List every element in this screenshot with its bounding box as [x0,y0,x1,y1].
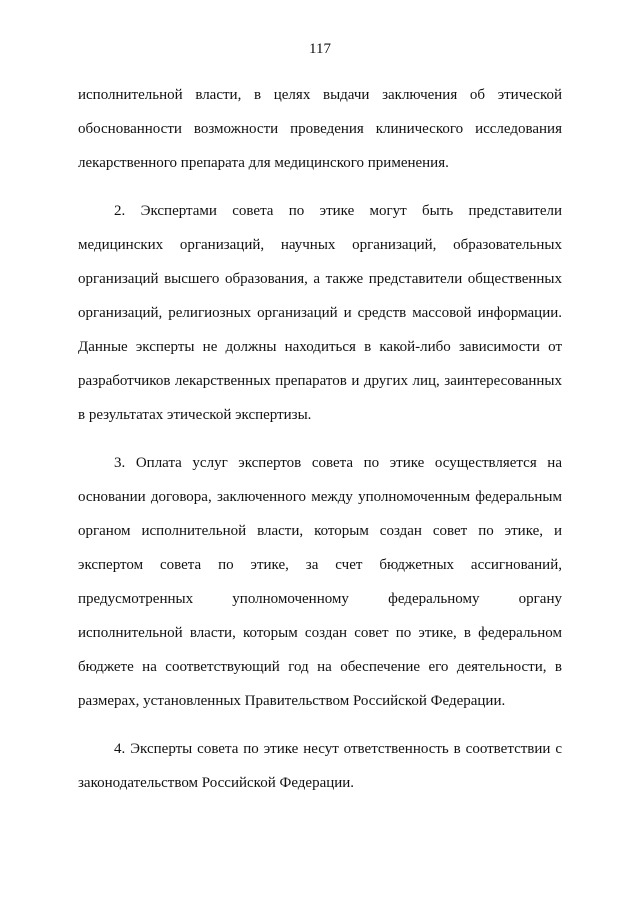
paragraph-item-2 [78,194,562,432]
text-line: лекарственного препарата для медицинского применения. [78,155,449,171]
text-line: разработчиков лекарственных препаратов и других лиц, заинтересованных [78,373,562,389]
document-body [78,78,562,814]
text-line: законодательством Российской Федерации. [78,775,355,791]
text-line: в результатах этической экспертизы. [78,407,312,423]
text-line: исполнительной власти, в целях выдачи заключения об этической [78,87,562,103]
text-line: 3. Оплата услуг экспертов совета по этике осуществляется на [114,455,562,471]
text-line: организаций, религиозных организаций и средств массовой информации. [78,305,562,321]
text-line: 4. Эксперты совета по этике несут ответственность в соответствии с [114,741,562,757]
text-line: бюджете на соответствующий год на обеспечение его деятельности, в [78,659,562,675]
text-line: исполнительной власти, которым создан совет по этике, в федеральном [78,625,562,641]
paragraph-item-4 [78,732,562,800]
text-line: размерах, установленных Правительством Российской Федерации. [78,693,506,709]
paragraph-item-3 [78,446,562,718]
text-line: органом исполнительной власти, которым создан совет по этике, и [78,523,562,539]
text-line: Данные эксперты не должны находиться в какой-либо зависимости от [78,339,562,355]
text-line: обоснованности возможности проведения клинического исследования [78,121,562,137]
paragraph-continuation [78,78,562,180]
text-line: предусмотренных уполномоченному федеральному органу [78,591,562,607]
text-line: экспертом совета по этике, за счет бюджетных ассигнований, [78,557,562,573]
text-line: организаций высшего образования, а также представители общественных [78,271,562,287]
text-line: 2. Экспертами совета по этике могут быть представители [114,203,562,219]
text-line: медицинских организаций, научных организаций, образовательных [78,237,562,253]
text-line: основании договора, заключенного между уполномоченным федеральным [78,489,562,505]
page-number: 117 [309,41,331,57]
